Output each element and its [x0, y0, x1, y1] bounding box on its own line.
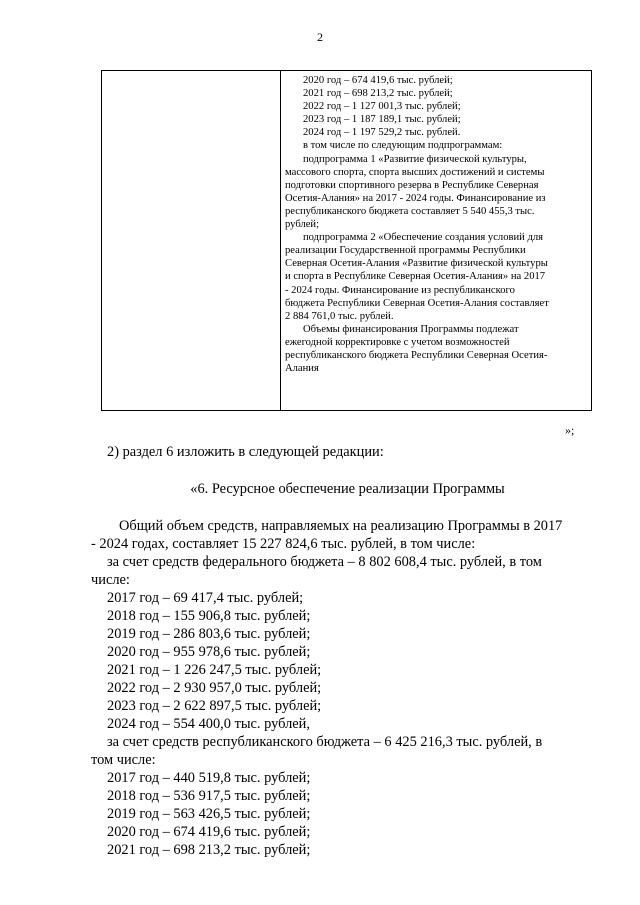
table-year-line: 2021 год – 698 213,2 тыс. рублей; — [303, 88, 453, 100]
subprogram1-line: Осетия-Алания» на 2017 - 2024 годы. Финансирование из — [285, 192, 546, 204]
table-year-line: 2024 год – 1 197 529,2 тыс. рублей. — [303, 127, 461, 139]
subprogram2-line: и спорта в Республике Северная Осетия-Алания» на 2017 — [285, 271, 546, 283]
republic-year-line: 2019 год – 563 426,5 тыс. рублей; — [107, 806, 311, 822]
intro-line: за счет средств федерального бюджета – 8 802 608,4 тыс. рублей, в том — [107, 554, 542, 570]
federal-year-line: 2023 год – 2 622 897,5 тыс. рублей; — [107, 698, 322, 714]
section-heading: «6. Ресурсное обеспечение реализации Программы — [190, 481, 505, 497]
federal-year-line: 2020 год – 955 978,6 тыс. рублей; — [107, 644, 311, 660]
republic-intro-line: за счет средств республиканского бюджета – 6 425 216,3 тыс. рублей, в — [107, 734, 543, 750]
republic-intro-paragraph — [91, 733, 577, 769]
table-year-line: 2022 год – 1 127 001,3 тыс. рублей; — [303, 101, 461, 113]
subprogram1-line: республиканского бюджета составляет 5 540 455,3 тыс. — [285, 205, 535, 217]
federal-year-line: 2017 год – 69 417,4 тыс. рублей; — [107, 590, 304, 606]
subprogram1-line: подпрограмма 1 «Развитие физической культуры, — [303, 153, 527, 165]
adjustment-line: Объемы финансирования Программы подлежат — [303, 323, 519, 335]
intro-line: Общий объем средств, направляемых на реализацию Программы в 2017 — [119, 518, 563, 534]
republic-intro-line: том числе: — [91, 752, 156, 768]
page-number: 2 — [317, 30, 323, 44]
subprogram2-line: - 2024 годы. Финансирование из республиканского — [285, 284, 515, 296]
funding-table — [101, 70, 592, 411]
table-year-line: 2023 год – 1 187 189,1 тыс. рублей; — [303, 114, 461, 126]
subprogram2-line: Северная Осетия-Алания «Развитие физической культуры — [285, 258, 548, 270]
table-column-divider — [280, 71, 281, 410]
table-funding-cell — [285, 74, 585, 375]
federal-year-line: 2018 год – 155 906,8 тыс. рублей; — [107, 608, 311, 624]
adjustment-line: Алания — [285, 363, 319, 375]
federal-year-line: 2024 год – 554 400,0 тыс. рублей, — [107, 716, 310, 732]
table-year-line: 2020 год – 674 419,6 тыс. рублей; — [303, 75, 453, 86]
subprogram1-line: рублей; — [285, 219, 320, 231]
subprogram2-line: 2 884 761,0 тыс. рублей. — [285, 310, 394, 322]
federal-year-line: 2022 год – 2 930 957,0 тыс. рублей; — [107, 680, 322, 696]
intro-paragraph — [91, 517, 577, 589]
adjustment-line: ежегодной корректировке с учетом возможностей — [285, 336, 510, 348]
subprogram1-line: массового спорта, спорта высших достижений и системы — [285, 166, 545, 178]
republic-year-line: 2018 год – 536 917,5 тыс. рублей; — [107, 788, 311, 804]
federal-year-line: 2019 год – 286 803,6 тыс. рублей; — [107, 626, 311, 642]
federal-years-list — [107, 589, 577, 733]
amendment-clause: 2) раздел 6 изложить в следующей редакции: — [107, 444, 384, 460]
intro-line: - 2024 годах, составляет 15 227 824,6 тыс. рублей, в том числе: — [91, 536, 476, 552]
republic-years-list — [107, 769, 577, 859]
subprogram2-line: бюджета Республики Северная Осетия-Алания составляет — [285, 297, 549, 309]
republic-year-line: 2020 год – 674 419,6 тыс. рублей; — [107, 824, 311, 840]
federal-year-line: 2021 год – 1 226 247,5 тыс. рублей; — [107, 662, 322, 678]
subprogram1-line: подготовки спортивного резерва в Республике Северная — [285, 179, 539, 191]
subprogram2-line: подпрограмма 2 «Обеспечение создания условий для — [303, 232, 544, 244]
subprogram2-line: реализации Государственной программы Республики — [285, 245, 526, 257]
republic-year-line: 2021 год – 698 213,2 тыс. рублей; — [107, 842, 311, 858]
intro-line: числе: — [91, 572, 130, 588]
subprograms-intro: в том числе по следующим подпрограммам: — [303, 140, 503, 152]
closing-quote-mark: »; — [565, 423, 575, 437]
adjustment-line: республиканского бюджета Республики Северная Осетия- — [285, 349, 548, 361]
republic-year-line: 2017 год – 440 519,8 тыс. рублей; — [107, 770, 311, 786]
